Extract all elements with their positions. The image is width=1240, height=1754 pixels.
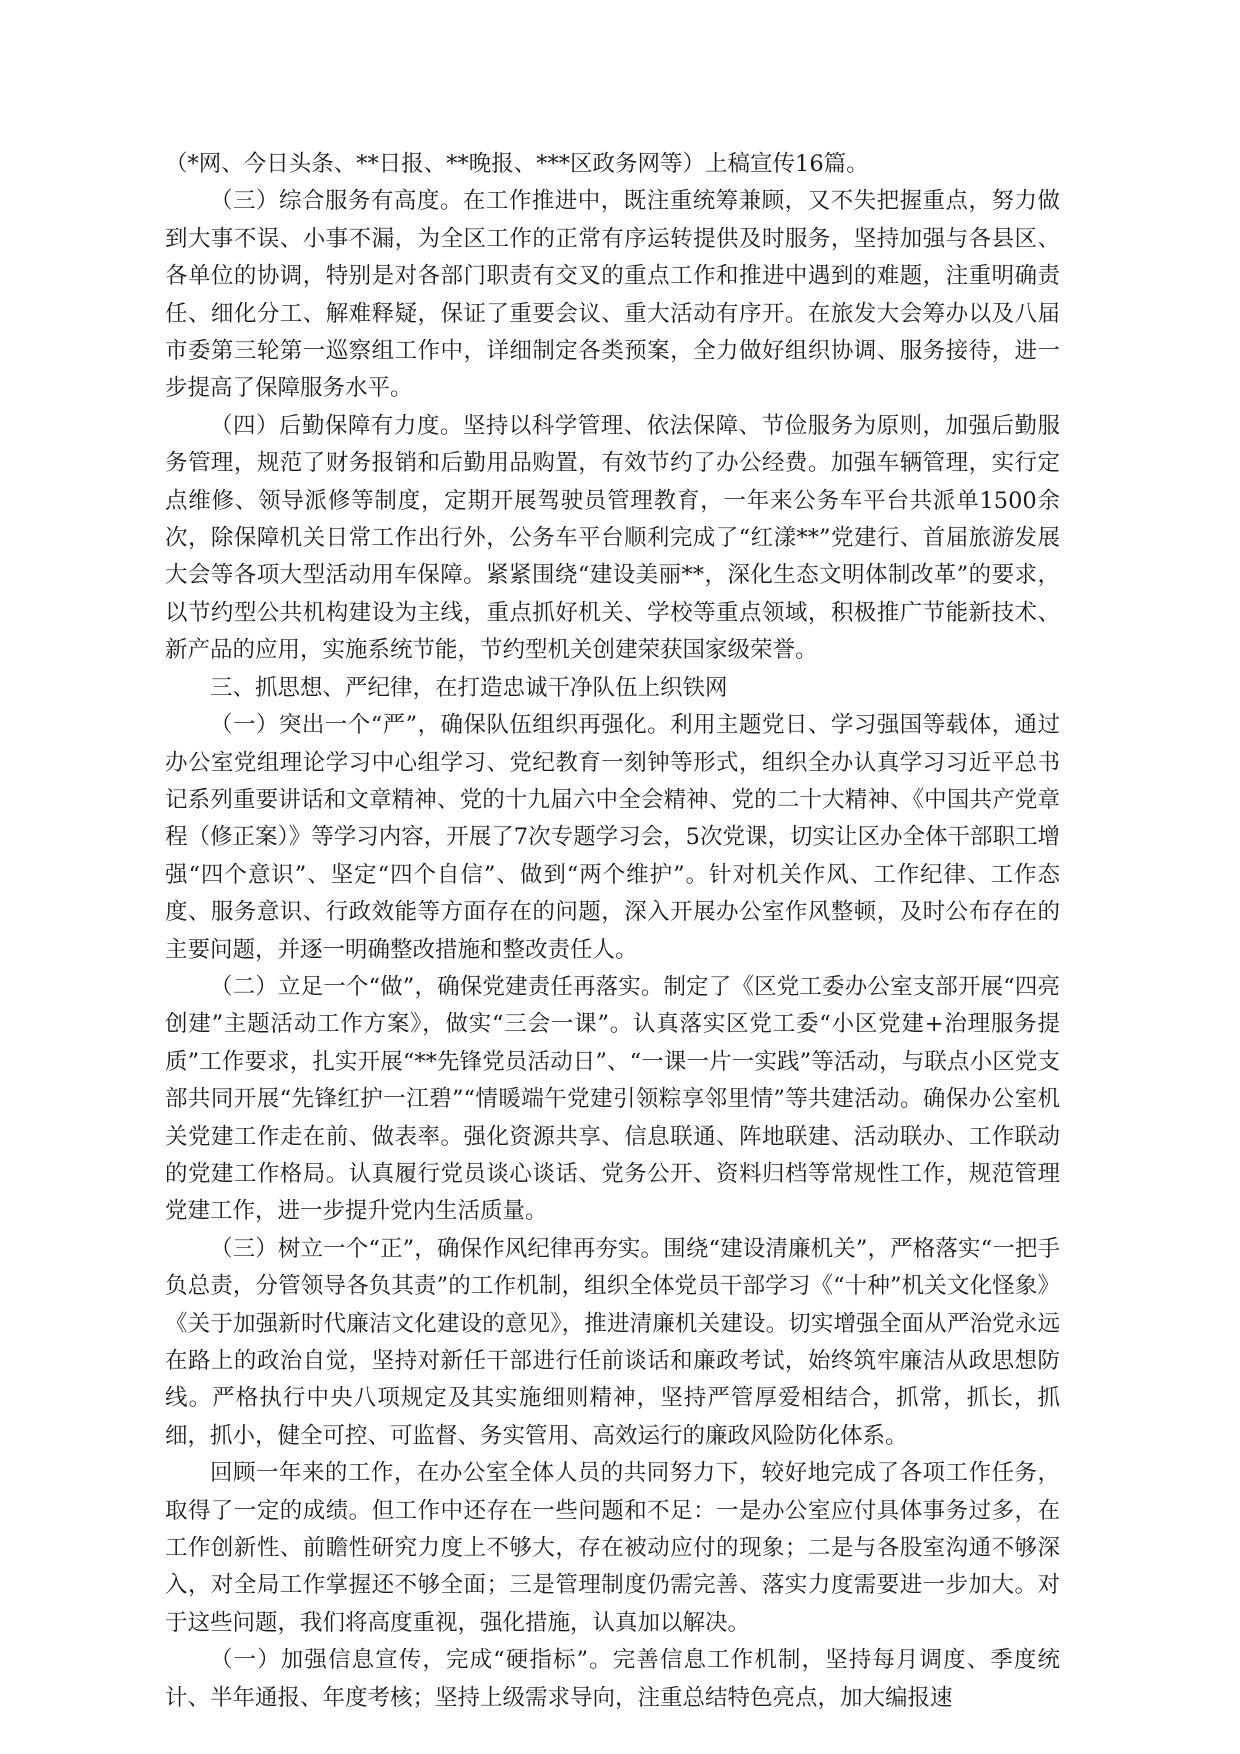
paragraph-strict: （一）突出一个“严”，确保队伍组织再强化。利用主题党日、学习强国等载体，通过办公室党组理论学习中心组学习、党纪教育一刻钟等形式，组织全办认真学习习近平总书记系列重要讲话和文章精神、党的十九届六中全会精神、党的二十大精神、《中国共产党章程（修正案）》等学习内容，开展了7次专题学习会，5次党课，切实让区办全体干部职工增强“四个意识”、坚定“四个自信”、做到“两个维护”。针对机关作风、工作纪律、工作态度、服务意识、行政效能等方面存在的问题，深入开展办公室作风整顿，及时公布存在的主要问题，并逐一明确整改措施和整改责任人。 xyxy=(165,712,1060,963)
paragraph-continuation: （*网、今日头条、**日报、**晚报、***区政务网等）上稿宣传16篇。 xyxy=(165,151,869,177)
paragraph-upright: （三）树立一个“正”，确保作风纪律再夯实。围绕“建设清廉机关”，严格落实“一把手负总责，分管领导各负其责”的工作机制，组织全体党员干部学习《“十种”机关文化怪象》《关于加强新时代廉洁文化建设的意见》，推进清廉机关建设。切实增强全面从严治党永远在路上的政治自觉，坚持对新任干部进行任前谈话和廉政考试，始终筑牢廉洁从政思想防线。严格执行中央八项规定及其实施细则精神，坚持严管厚爱相结合，抓常，抓长，抓细，抓小，健全可控、可监督、务实管用、高效运行的廉政风险防化体系。 xyxy=(165,1235,1060,1449)
paragraph-review: 回顾一年来的工作，在办公室全体人员的共同努力下，较好地完成了各项工作任务，取得了一定的成绩。但工作中还存在一些问题和不足：一是办公室应付具体事务过多，在工作创新性、前瞻性研究力度上不够大，存在被动应付的现象；二是与各股室沟通不够深入，对全局工作掌握还不够全面；三是管理制度仍需完善、落实力度需要进一步加大。对于这些问题，我们将高度重视，强化措施，认真加以解决。 xyxy=(165,1460,1060,1636)
paragraph-comprehensive-service: （三）综合服务有高度。在工作推进中，既注重统筹兼顾，又不失把握重点，努力做到大事不误、小事不漏，为全区工作的正常有序运转提供及时服务，坚持加强与各县区、各单位的协调，特别是对各部门职责有交叉的重点工作和推进中遇到的难题，注重明确责任、细化分工、解难释疑，保证了重要会议、重大活动有序开。在旅发大会筹办以及八届市委第三轮第一巡察组工作中，详细制定各类预案，全力做好组织协调、服务接待，进一步提高了保障服务水平。 xyxy=(165,188,1060,402)
paragraph-information: （一）加强信息宣传，完成“硬指标”。完善信息工作机制，坚持每月调度、季度统计、半年通报、年度考核；坚持上级需求导向，注重总结特色亮点，加大编报速 xyxy=(165,1647,1060,1711)
paragraph-logistics: （四）后勤保障有力度。坚持以科学管理、依法保障、节俭服务为原则，加强后勤服务管理，规范了财务报销和后勤用品购置，有效节约了办公经费。加强车辆管理，实行定点维修、领导派修等制度，定期开展驾驶员管理教育，一年来公务车平台共派单1500余次，除保障机关日常工作出行外，公务车平台顺利完成了“红漾**”党建行、首届旅游发展大会等各项大型活动用车保障。紧紧围绕“建设美丽**，深化生态文明体制改革”的要求，以节约型公共机构建设为主线，重点抓好机关、学校等重点领域，积极推广节能新技术、新产品的应用，实施系统节能，节约型机关创建荣获国家级荣誉。 xyxy=(165,412,1060,664)
document-page xyxy=(165,146,1060,1717)
paragraph-do: （二）立足一个“做”，确保党建责任再落实。制定了《区党工委办公室支部开展“四亮创建”主题活动工作方案》，做实“三会一课”。认真落实区党工委“小区党建+治理服务提质”工作要求，扎实开展“**先锋党员活动日”、“一课一片一实践”等活动，与联点小区党支部共同开展“先锋红护一江碧”“情暖端午党建引领粽享邻里情”等共建活动。确保办公室机关党建工作走在前、做表率。强化资源共享、信息联通、阵地联建、活动联办、工作联动的党建工作格局。认真履行党员谈心谈话、党务公开、资料归档等常规性工作，规范管理党建工作，进一步提升党内生活质量。 xyxy=(165,973,1060,1225)
section-heading-three: 三、抓思想、严纪律，在打造忠诚干净队伍上织铁网 xyxy=(210,674,728,701)
